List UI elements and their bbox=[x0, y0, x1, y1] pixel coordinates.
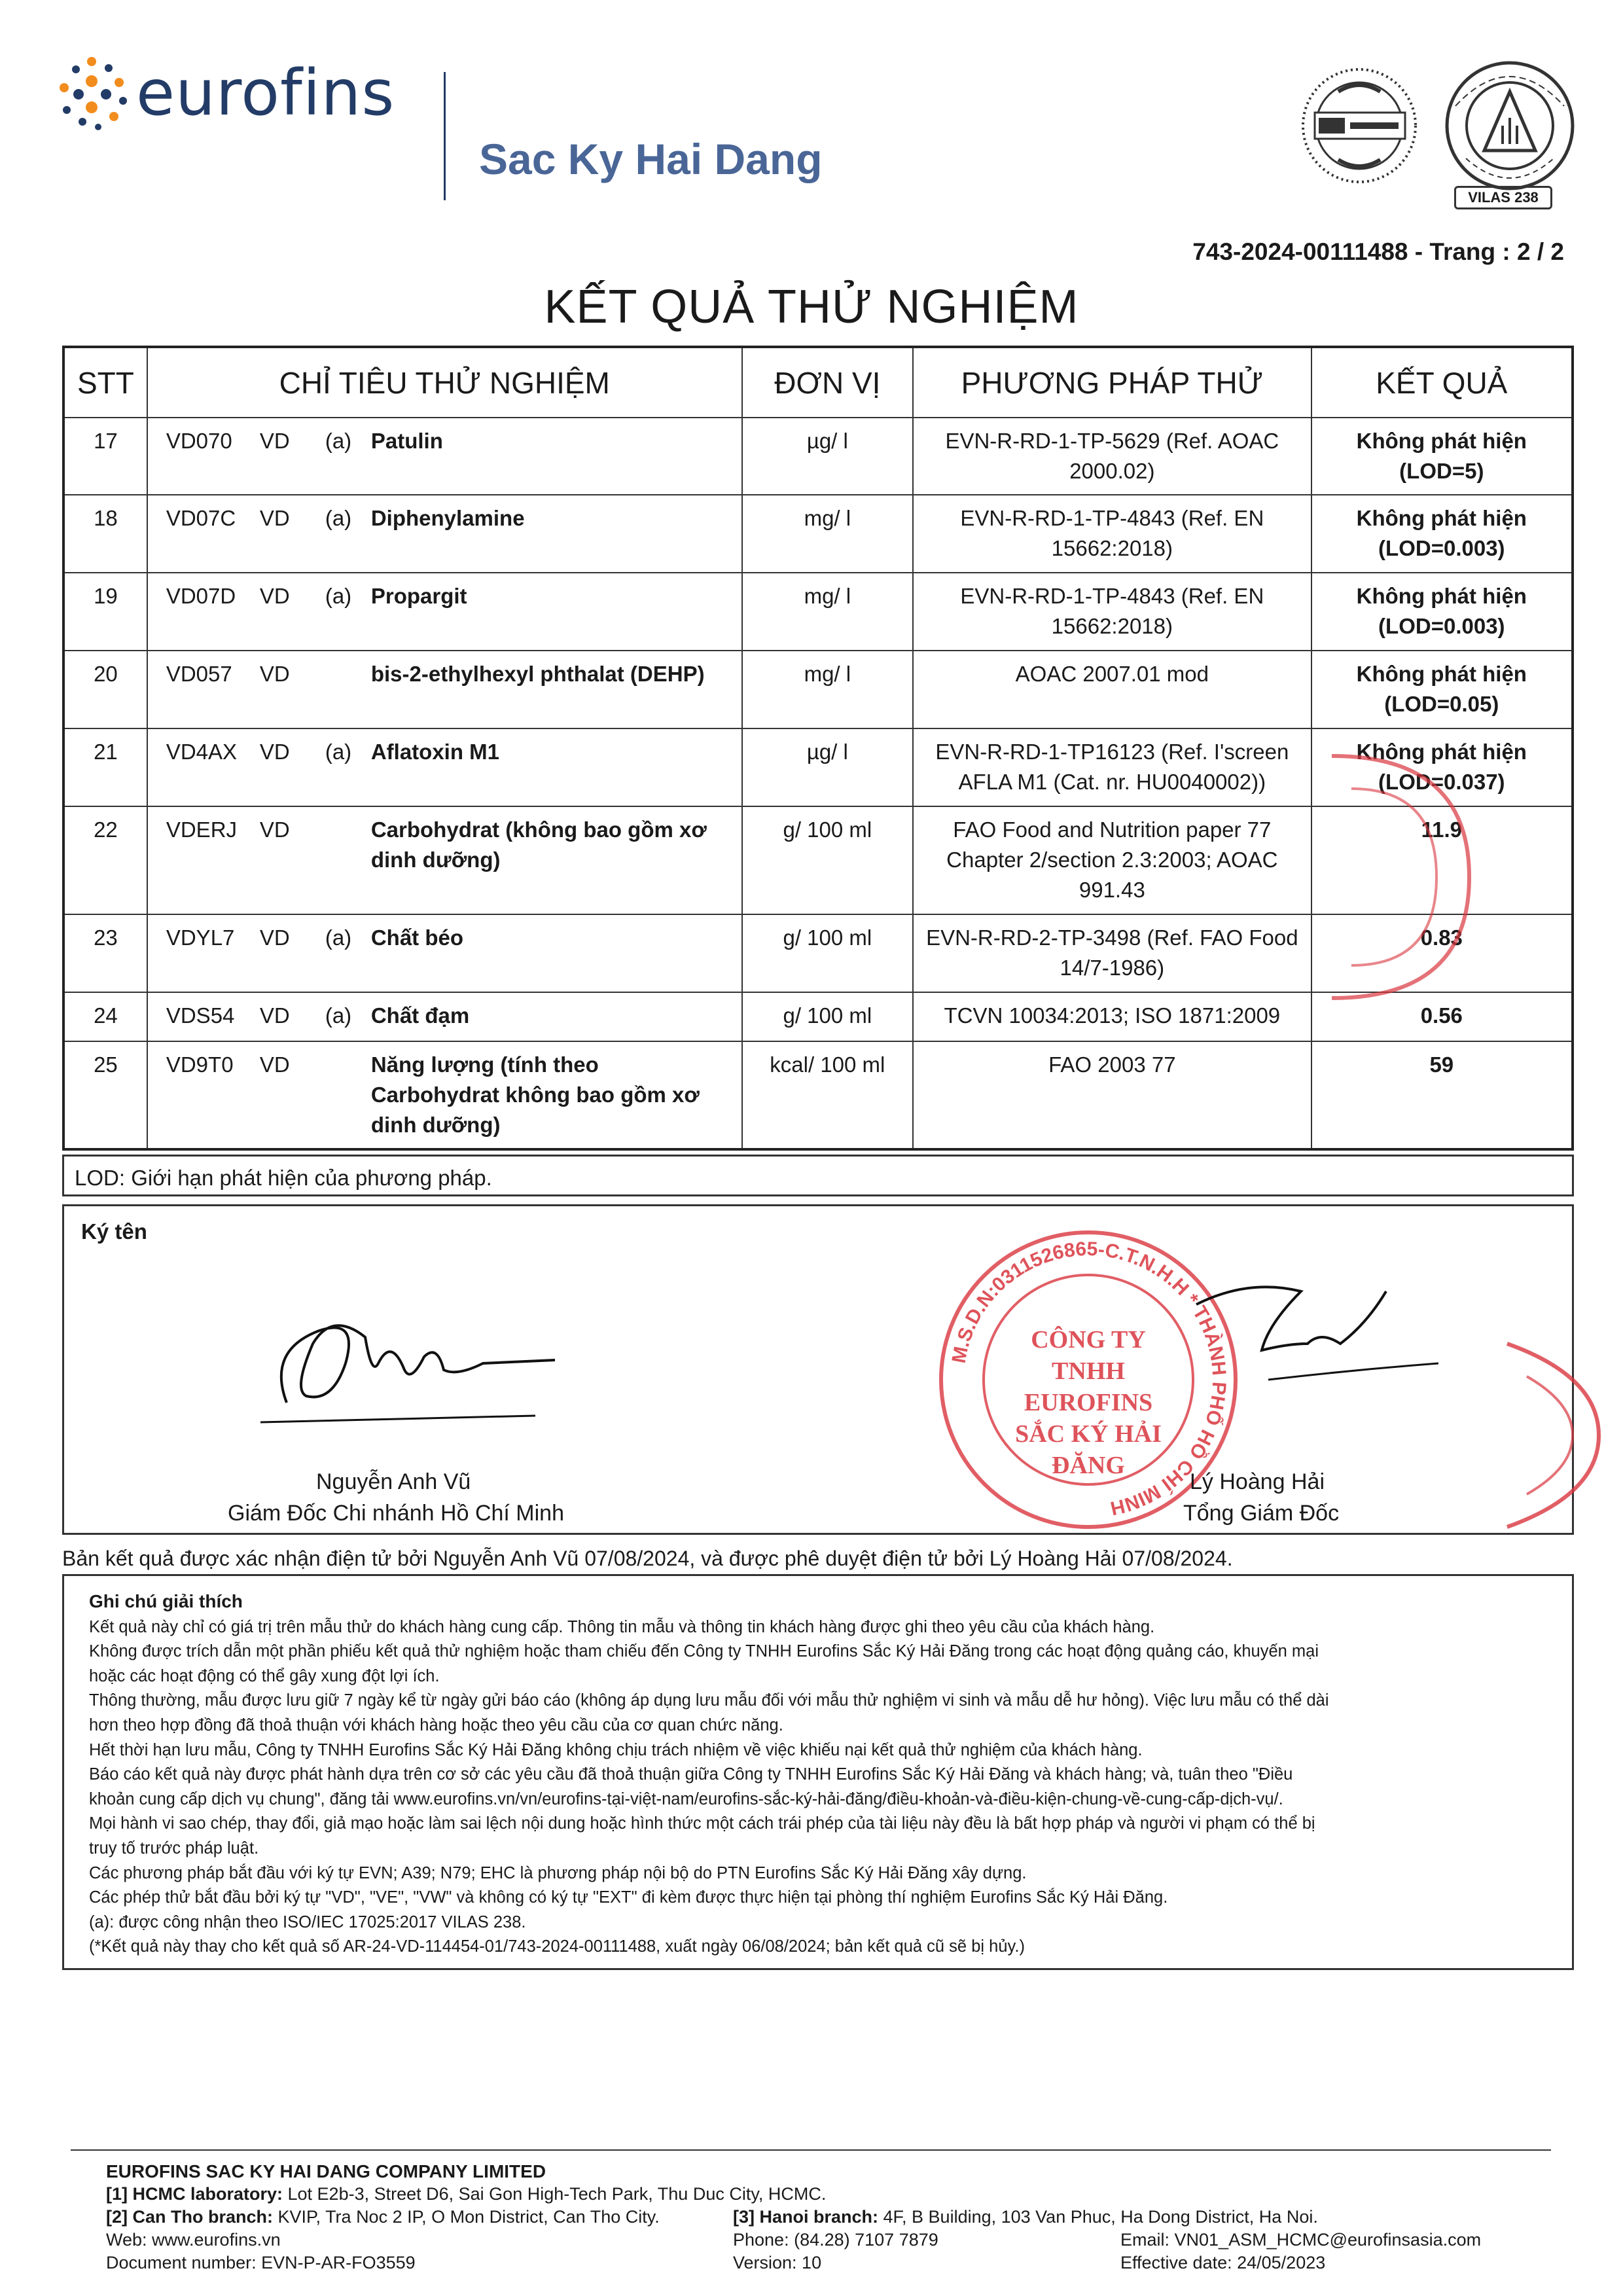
test-code: VD07C bbox=[166, 506, 236, 530]
signature-ly-hoang-hai-icon bbox=[1170, 1265, 1445, 1422]
indicator-name: Diphenylamine bbox=[370, 506, 525, 530]
eurofins-dots-icon bbox=[51, 54, 136, 139]
cell-method: EVN-R-RD-1-TP16123 (Ref. I'screen AFLA M1 (Cat. nr. HU0040002)) bbox=[913, 728, 1311, 806]
cell-method: FAO Food and Nutrition paper 77 Chapter 2/section 2.3:2003; AOAC 991.43 bbox=[913, 806, 1311, 914]
header-divider bbox=[444, 72, 446, 200]
explanatory-notes bbox=[62, 1574, 1574, 1970]
cell-unit: kcal/ 100 ml bbox=[742, 1041, 913, 1149]
cell-unit: µg/ l bbox=[742, 418, 913, 495]
footer-company-name: EUROFINS SAC KY HAI DANG COMPANY LIMITED bbox=[106, 2161, 546, 2181]
test-code: VD07D bbox=[166, 584, 236, 608]
cell-unit: g/ 100 ml bbox=[742, 914, 913, 992]
indicator-name: bis-2-ethylhexyl phthalat (DEHP) bbox=[370, 662, 705, 686]
lod-note: LOD: Giới hạn phát hiện của phương pháp. bbox=[62, 1155, 1574, 1196]
subbrand-name: Sac Ky Hai Dang bbox=[479, 135, 823, 183]
lab-code: VD bbox=[259, 740, 290, 764]
cell-result: 0.56 bbox=[1311, 992, 1573, 1041]
eurofins-logo bbox=[51, 54, 418, 139]
accreditation-mark: (a) bbox=[325, 584, 352, 608]
note-line: Báo cáo kết quả này được phát hành dựa trên cơ sở các yêu cầu đã thoả thuận giữa Công ty TNHH Eurofins Sắc Ký Hải Đăng và khách hàng; và, tuân theo "Điều bbox=[89, 1765, 1293, 1784]
lab-code: VD bbox=[259, 584, 290, 608]
footer-cantho-address: KVIP, Tra Noc 2 IP, O Mon District, Can Tho City. bbox=[273, 2207, 660, 2227]
lab-code: VD bbox=[259, 506, 290, 530]
cell-method: FAO 2003 77 bbox=[913, 1041, 1311, 1149]
document-reference: 743-2024-00111488 - Trang : 2 / 2 bbox=[1192, 238, 1564, 265]
table-row bbox=[63, 1041, 1573, 1149]
test-code: VD4AX bbox=[166, 740, 238, 764]
cell-indicator bbox=[147, 914, 742, 992]
test-code: VD9T0 bbox=[166, 1052, 234, 1077]
indicator-name: Carbohydrat (không bao gồm xơ dinh dưỡng) bbox=[370, 817, 707, 872]
indicator-name: Năng lượng (tính theo Carbohydrat không bao gồm xơ dinh dưỡng) bbox=[370, 1052, 700, 1137]
signer1-name: Nguyễn Anh Vũ bbox=[316, 1469, 471, 1494]
table-header-row bbox=[63, 347, 1573, 418]
cell-indicator bbox=[147, 992, 742, 1041]
note-line: Thông thường, mẫu được lưu giữ 7 ngày kể từ ngày gửi báo cáo (không áp dụng lưu mẫu đối với mẫu thử nghiệm vi sinh và mẫu dễ hư hỏng). Việc lưu mẫu có thể dài bbox=[89, 1691, 1329, 1710]
table-row bbox=[63, 573, 1573, 651]
approval-line: Bản kết quả được xác nhận điện tử bởi Nguyễn Anh Vũ 07/08/2024, và được phê duyệt điện tử bởi Lý Hoàng Hải 07/08/2024. bbox=[62, 1547, 1233, 1570]
header-result: KẾT QUẢ bbox=[1311, 347, 1573, 418]
signer1-title: Giám Đốc Chi nhánh Hồ Chí Minh bbox=[228, 1501, 565, 1526]
cell-unit: g/ 100 ml bbox=[742, 806, 913, 914]
test-code: VDYL7 bbox=[166, 925, 235, 950]
cell-result: Không phát hiện (LOD=0.037) bbox=[1311, 728, 1573, 806]
footer-row bbox=[106, 2251, 1585, 2274]
header-method: PHƯƠNG PHÁP THỬ bbox=[913, 347, 1311, 418]
footer-row bbox=[106, 2229, 1585, 2251]
note-line: Mọi hành vi sao chép, thay đổi, giả mạo hoặc làm sai lệch nội dung hoặc hình thức một cách trái phép của tài liệu này đều là bất hợp pháp và người vi phạm có thể bị bbox=[89, 1814, 1315, 1833]
note-line: (*Kết quả này thay cho kết quả số AR-24-VD-114454-01/743-2024-00111488, xuất ngày 06/08/2024; bản kết quả cũ sẽ bị hủy.) bbox=[89, 1937, 1025, 1956]
cell-result: Không phát hiện (LOD=0.003) bbox=[1311, 495, 1573, 573]
boa-accreditation-seal-icon bbox=[1440, 60, 1580, 201]
lab-code: VD bbox=[259, 925, 290, 950]
footer-row bbox=[106, 2183, 1585, 2206]
cell-indicator bbox=[147, 495, 742, 573]
header-unit: ĐƠN VỊ bbox=[742, 347, 913, 418]
table-row bbox=[63, 651, 1573, 728]
cell-unit: mg/ l bbox=[742, 573, 913, 651]
cell-result: Không phát hiện (LOD=5) bbox=[1311, 418, 1573, 495]
lab-code: VD bbox=[259, 429, 290, 453]
cell-stt: 25 bbox=[63, 1041, 147, 1149]
accreditation-mark: (a) bbox=[325, 925, 352, 950]
note-line: hoặc các hoạt động có thể gây xung đột lợi ích. bbox=[89, 1666, 440, 1685]
cell-stt: 19 bbox=[63, 573, 147, 651]
footer-cantho-label: [2] Can Tho branch: bbox=[106, 2207, 273, 2227]
lab-code: VD bbox=[259, 662, 290, 686]
test-code: VDERJ bbox=[166, 817, 238, 842]
footer-version: Version: 10 bbox=[733, 2253, 822, 2272]
note-line: Hết thời hạn lưu mẫu, Công ty TNHH Eurofins Sắc Ký Hải Đăng không chịu trách nhiệm về việc khiếu nại kết quả thử nghiệm của khách hàng. bbox=[89, 1740, 1143, 1759]
page-title: KẾT QUẢ THỬ NGHIỆM bbox=[544, 281, 1079, 333]
indicator-name: Chất đạm bbox=[370, 1003, 470, 1028]
cell-method: TCVN 10034:2013; ISO 1871:2009 bbox=[913, 992, 1311, 1041]
cell-stt: 23 bbox=[63, 914, 147, 992]
cell-stt: 22 bbox=[63, 806, 147, 914]
footer-divider bbox=[71, 2149, 1551, 2151]
indicator-name: Chất béo bbox=[370, 925, 464, 950]
cell-unit: g/ 100 ml bbox=[742, 992, 913, 1041]
accreditation-mark bbox=[325, 1050, 371, 1140]
cell-method: EVN-R-RD-1-TP-4843 (Ref. EN 15662:2018) bbox=[913, 495, 1311, 573]
stamp-ring-text: M.S.D.N:0311526865-C.T.N.H.H * THÀNH PHỐ HỒ CHÍ MINH bbox=[948, 1238, 1230, 1519]
test-code: VDS54 bbox=[166, 1003, 235, 1028]
footer-hcmc-label: [1] HCMC laboratory: bbox=[106, 2184, 283, 2204]
cell-indicator bbox=[147, 418, 742, 495]
footer bbox=[106, 2160, 1585, 2274]
cell-result: 59 bbox=[1311, 1041, 1573, 1149]
partial-red-stamp-icon bbox=[1306, 730, 1489, 1024]
cell-result: 0.83 bbox=[1311, 914, 1573, 992]
footer-effective-date: Effective date: 24/05/2023 bbox=[1120, 2253, 1326, 2272]
cell-indicator bbox=[147, 573, 742, 651]
cell-result: Không phát hiện (LOD=0.003) bbox=[1311, 573, 1573, 651]
stamp-company-text: CÔNG TY TNHH EUROFINS SẮC KÝ HẢI ĐĂNG bbox=[1015, 1326, 1162, 1479]
footer-hcmc-address: Lot E2b-3, Street D6, Sai Gon High-Tech Park, Thu Duc City, HCMC. bbox=[283, 2184, 827, 2204]
edge-red-stamp-icon bbox=[1501, 1337, 1599, 1534]
footer-cantho bbox=[106, 2206, 660, 2229]
cell-unit: mg/ l bbox=[742, 495, 913, 573]
cell-stt: 24 bbox=[63, 992, 147, 1041]
note-line: Không được trích dẫn một phần phiếu kết quả thử nghiệm hoặc tham chiếu đến Công ty TNHH Eurofins Sắc Ký Hải Đăng trong các hoạt động quảng cáo, khuyến mại bbox=[89, 1642, 1319, 1661]
cell-stt: 21 bbox=[63, 728, 147, 806]
cell-indicator bbox=[147, 806, 742, 914]
accreditation-mark: (a) bbox=[325, 1003, 352, 1028]
ilac-mra-seal-icon bbox=[1299, 65, 1420, 187]
indicator-name: Aflatoxin M1 bbox=[370, 740, 500, 764]
footer-doc-number: Document number: EVN-P-AR-FO3559 bbox=[106, 2253, 416, 2272]
signature-section bbox=[62, 1204, 1574, 1535]
cell-method: EVN-R-RD-1-TP-4843 (Ref. EN 15662:2018) bbox=[913, 573, 1311, 651]
cell-unit: µg/ l bbox=[742, 728, 913, 806]
footer-hanoi-label: [3] Hanoi branch: bbox=[733, 2207, 879, 2227]
note-line: Các phương pháp bắt đầu với ký tự EVN; A39; N79; EHC là phương pháp nội bộ do PTN Eurofins Sắc Ký Hải Đăng xây dựng. bbox=[89, 1863, 1027, 1882]
accreditation-mark: (a) bbox=[325, 506, 352, 530]
note-line: hơn theo hợp đồng đã thoả thuận với khách hàng hoặc theo yêu cầu của cơ quan chức năng. bbox=[89, 1715, 783, 1734]
cell-stt: 18 bbox=[63, 495, 147, 573]
footer-hanoi bbox=[733, 2206, 1318, 2229]
note-line: khoản cung cấp dịch vụ chung", đăng tải www.eurofins.vn/vn/eurofins-tại-việt-nam/eurofins-sắc-ký-hải-đăng/điều-khoản-và-điều-kiện-chung-về-cung-cấp-dịch-vụ/. bbox=[89, 1789, 1283, 1808]
table-row bbox=[63, 495, 1573, 573]
signature-label: Ký tên bbox=[81, 1219, 147, 1244]
cell-result: Không phát hiện (LOD=0.05) bbox=[1311, 651, 1573, 728]
cell-indicator bbox=[147, 651, 742, 728]
cell-method: AOAC 2007.01 mod bbox=[913, 651, 1311, 728]
test-code: VD057 bbox=[166, 662, 232, 686]
note-line: (a): được công nhận theo ISO/IEC 17025:2017 VILAS 238. bbox=[89, 1912, 526, 1931]
test-code: VD070 bbox=[166, 429, 232, 453]
lab-code: VD bbox=[259, 1052, 290, 1077]
lab-code: VD bbox=[259, 817, 290, 842]
cell-stt: 20 bbox=[63, 651, 147, 728]
footer-row bbox=[106, 2206, 1585, 2229]
cell-method: EVN-R-RD-1-TP-5629 (Ref. AOAC 2000.02) bbox=[913, 418, 1311, 495]
header-stt: STT bbox=[63, 347, 147, 418]
notes-title: Ghi chú giải thích bbox=[89, 1591, 243, 1611]
note-line: Kết quả này chỉ có giá trị trên mẫu thử do khách hàng cung cấp. Thông tin mẫu và thông tin khách hàng được ghi theo yêu cầu của khách hàng. bbox=[89, 1617, 1155, 1636]
footer-web[interactable]: Web: www.eurofins.vn bbox=[106, 2230, 281, 2250]
cell-indicator bbox=[147, 1041, 742, 1149]
accreditation-mark: (a) bbox=[325, 429, 352, 453]
accreditation-mark: (a) bbox=[325, 740, 352, 764]
signer2-name: Lý Hoàng Hải bbox=[1190, 1469, 1325, 1494]
footer-hanoi-address: 4F, B Building, 103 Van Phuc, Ha Dong District, Ha Noi. bbox=[878, 2207, 1318, 2227]
cell-indicator bbox=[147, 728, 742, 806]
cell-result: 11.9 bbox=[1311, 806, 1573, 914]
footer-email[interactable]: Email: VN01_ASM_HCMC@eurofinsasia.com bbox=[1120, 2230, 1482, 2250]
vilas-badge: VILAS 238 bbox=[1454, 186, 1552, 209]
lab-code: VD bbox=[259, 1003, 290, 1028]
accreditation-mark bbox=[325, 659, 371, 689]
indicator-name: Propargit bbox=[370, 584, 467, 608]
footer-phone: Phone: (84.28) 7107 7879 bbox=[733, 2230, 938, 2250]
note-line: Các phép thử bắt đầu bởi ký tự "VD", "VE", "VW" và không có ký tự "EXT" đi kèm được thực hiện tại phòng thí nghiệm Eurofins Sắc Ký Hải Đăng. bbox=[89, 1888, 1168, 1907]
cell-unit: mg/ l bbox=[742, 651, 913, 728]
signer2-title: Tổng Giám Đốc bbox=[1183, 1501, 1340, 1526]
note-line: truy tố trước pháp luật. bbox=[89, 1839, 259, 1857]
accreditation-mark bbox=[325, 815, 371, 875]
cell-method: EVN-R-RD-2-TP-3498 (Ref. FAO Food 14/7-1986) bbox=[913, 914, 1311, 992]
table-row bbox=[63, 418, 1573, 495]
indicator-name: Patulin bbox=[370, 429, 443, 453]
footer-hcmc bbox=[106, 2183, 826, 2206]
cell-stt: 17 bbox=[63, 418, 147, 495]
signature-nguyen-anh-vu-icon bbox=[247, 1291, 562, 1435]
header-indicator: CHỈ TIÊU THỬ NGHIỆM bbox=[147, 347, 742, 418]
logo-wordmark: eurofins bbox=[136, 56, 395, 130]
